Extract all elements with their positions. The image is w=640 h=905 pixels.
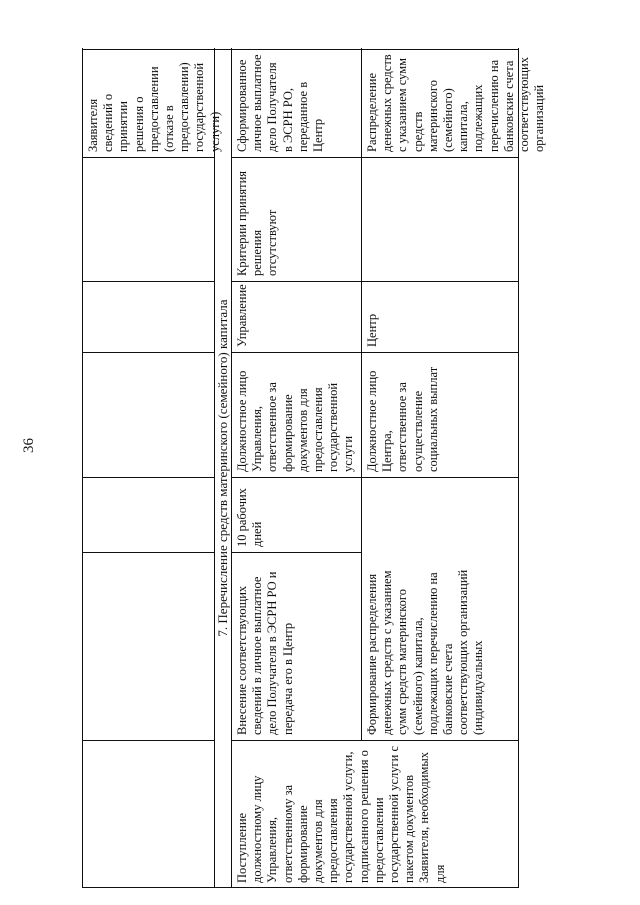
table-rule — [82, 352, 214, 353]
table-rule — [82, 477, 214, 478]
table-rule — [82, 552, 214, 553]
criteria-cell-a: Критерии принятия решения отсутствуют — [235, 170, 280, 276]
content-cell-b: Формирование распределения денежных средств с указанием сумм средств материнского (семейного) капитала, подлежащих перечислению на банковские счета соответствующих организаций (индивидуальных — [365, 569, 486, 735]
responsible-cell-b: Должностное лицо Центра, ответственное за осуществление социальных выплат — [365, 366, 440, 472]
table-rule — [82, 48, 83, 888]
result-cell-a: Сформированное личное выплатное дело Получателя в ЭСРН РО, переданное в Центр — [235, 54, 326, 152]
table-rule — [82, 281, 214, 282]
place-cell-a: Управление — [235, 284, 249, 347]
table-sheet — [74, 48, 547, 888]
place-cell-b: Центр — [365, 313, 379, 347]
page-number: 36 — [21, 438, 37, 453]
table-rule — [361, 48, 362, 741]
section-title: 7. Перечисление средств материнского (семейного) капитала — [215, 299, 230, 637]
table-rule — [82, 157, 214, 158]
table-rule — [82, 740, 214, 741]
table-rule — [518, 48, 519, 888]
content-cell-a: Внесение соответствующих сведений в личное выплатное дело Получателя в ЭСРН РО и передача его в Центр — [235, 571, 295, 735]
responsible-cell-a: Должностное лицо Управления, ответственное за формирование документов для предоставления государственной услуги — [235, 370, 356, 472]
table-rule — [231, 48, 232, 888]
basis-cell: Поступление должностному лицу Управления, ответственному за формирование документов для предоставления государственной услуги, подписанного решения о предоставлении государственной услуги с пакетом документов Заявителя, необходимых для — [235, 746, 447, 883]
result-cell-top: Заявителя сведений о принятии решения о предоставлении (отказе в предоставлении) государственной услуги) — [86, 62, 222, 152]
term-cell-a: 10 рабочих дней — [235, 488, 265, 547]
result-cell-b: Распределение денежных средств с указанием сумм средств материнского (семейного) капитала, подлежащих перечислению на банковские счета соответствующих организаций — [365, 54, 547, 152]
